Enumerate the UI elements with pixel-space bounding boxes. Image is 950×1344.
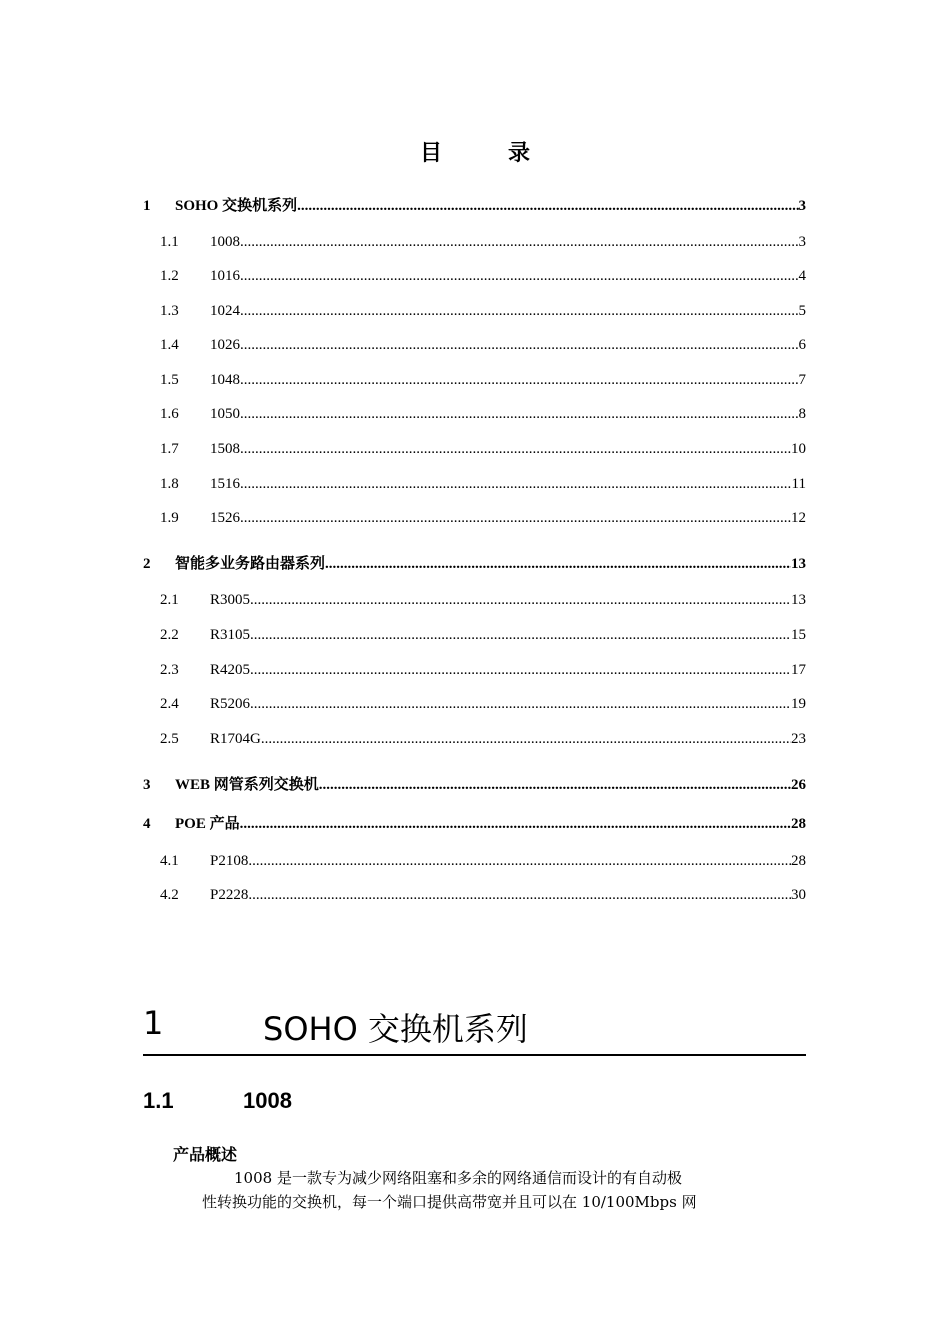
- toc-dot-leader: [297, 198, 798, 215]
- toc-entry[interactable]: [143, 406, 806, 430]
- toc-entry-page-number: 4: [798, 268, 806, 284]
- toc-entry-number: 2.3: [160, 662, 179, 678]
- toc-title: 目 录: [419, 140, 552, 166]
- toc-dot-leader: [325, 556, 791, 573]
- toc-entry-label: 1508: [210, 441, 240, 457]
- toc-entry-label: R3105: [210, 627, 251, 643]
- toc-entry[interactable]: [143, 853, 806, 877]
- toc-entry[interactable]: [143, 773, 806, 797]
- toc-entry[interactable]: [143, 510, 806, 534]
- toc-entry-label: 1008: [210, 234, 240, 250]
- toc-entry-number: 2.1: [160, 592, 179, 608]
- toc-entry-label: 1048: [210, 372, 240, 388]
- toc-entry-page-number: 19: [791, 696, 806, 712]
- toc-entry[interactable]: [143, 476, 806, 500]
- toc-entry-number: 1: [143, 198, 151, 214]
- toc-dot-leader: [250, 696, 791, 713]
- toc-entry-page-number: 10: [791, 441, 806, 457]
- toc-entry-number: 3: [143, 777, 151, 793]
- toc-entry-label: 1026: [210, 337, 240, 353]
- toc-entry-number: 4.2: [160, 887, 179, 903]
- toc-entry-page-number: 17: [791, 662, 806, 678]
- toc-entry-label: POE 产品: [175, 816, 240, 832]
- toc-entry-number: 4.1: [160, 853, 179, 869]
- toc-entry-label: R3005: [210, 592, 251, 608]
- toc-entry-page-number: 7: [798, 372, 806, 388]
- toc-entry-label: 1024: [210, 303, 240, 319]
- toc-entry-number: 1.8: [160, 476, 179, 492]
- toc-entry-label: SOHO 交换机系列: [175, 198, 298, 214]
- toc-entry-page-number: 5: [798, 303, 806, 319]
- toc-entry[interactable]: [143, 592, 806, 616]
- paragraph-line: 1008 是一款专为减少网络阻塞和多余的网络通信而设计的有自动极: [234, 1169, 682, 1187]
- toc-entry-label: 1516: [210, 476, 240, 492]
- toc-entry-page-number: 13: [791, 592, 806, 608]
- toc-dot-leader: [240, 441, 791, 458]
- toc-entry-number: 1.5: [160, 372, 179, 388]
- toc-entry[interactable]: [143, 696, 806, 720]
- toc-entry-number: 1.2: [160, 268, 179, 284]
- toc-entry-number: 2.4: [160, 696, 179, 712]
- toc-dot-leader: [240, 268, 799, 285]
- toc-entry-label: 1050: [210, 406, 240, 422]
- toc-entry[interactable]: [143, 887, 806, 911]
- toc-entry[interactable]: [143, 731, 806, 755]
- toc-entry-page-number: 23: [791, 731, 806, 747]
- toc-entry[interactable]: [143, 662, 806, 686]
- toc-entry-label: 智能多业务路由器系列: [175, 556, 326, 572]
- toc-dot-leader: [240, 337, 799, 354]
- toc-entry-label: R1704G: [210, 731, 261, 747]
- toc-dot-leader: [240, 234, 799, 251]
- toc-dot-leader: [240, 476, 792, 493]
- toc-entry-page-number: 28: [791, 816, 806, 832]
- toc-entry-page-number: 26: [791, 777, 806, 793]
- toc-entry-page-number: 30: [791, 887, 806, 903]
- toc-entry-label: R5206: [210, 696, 251, 712]
- toc-dot-leader: [240, 510, 791, 527]
- section-title: SOHO 交换机系列: [263, 1010, 528, 1048]
- toc-dot-leader: [248, 853, 791, 870]
- toc-entry-page-number: 12: [791, 510, 806, 526]
- toc-entry-number: 2: [143, 556, 151, 572]
- toc-dot-leader: [240, 372, 799, 389]
- toc-entry-label: 1016: [210, 268, 240, 284]
- section-heading-1: [143, 1000, 806, 1056]
- toc-entry[interactable]: [143, 627, 806, 651]
- toc-dot-leader: [250, 662, 791, 679]
- toc-entry[interactable]: [143, 812, 806, 836]
- toc-dot-leader: [240, 406, 799, 423]
- toc-entry-label: P2228: [210, 887, 249, 903]
- toc-entry-page-number: 8: [798, 406, 806, 422]
- toc-entry-number: 1.9: [160, 510, 179, 526]
- toc-dot-leader: [261, 731, 791, 748]
- overview-heading: 产品概述: [173, 1145, 238, 1164]
- toc-dot-leader: [240, 303, 799, 320]
- toc-entry-page-number: 28: [791, 853, 806, 869]
- toc-dot-leader: [250, 627, 791, 644]
- toc-entry-number: 1.6: [160, 406, 179, 422]
- toc-entry-label: WEB 网管系列交换机: [175, 777, 319, 793]
- toc-dot-leader: [248, 887, 791, 904]
- toc-entry[interactable]: [143, 194, 806, 218]
- toc-entry-page-number: 3: [798, 198, 806, 214]
- toc-entry-number: 4: [143, 816, 151, 832]
- toc-entry[interactable]: [143, 372, 806, 396]
- toc-entry-number: 2.2: [160, 627, 179, 643]
- toc-entry-number: 1.4: [160, 337, 179, 353]
- toc-entry-page-number: 3: [798, 234, 806, 250]
- overview-paragraph: [202, 1166, 742, 1214]
- toc-entry-page-number: 13: [791, 556, 806, 572]
- toc-entry-page-number: 15: [791, 627, 806, 643]
- toc-dot-leader: [319, 777, 791, 794]
- toc-entry-number: 1.3: [160, 303, 179, 319]
- toc-entry[interactable]: [143, 337, 806, 361]
- toc-entry[interactable]: [143, 234, 806, 258]
- toc-entry-label: P2108: [210, 853, 249, 869]
- toc-entry-number: 1.7: [160, 441, 179, 457]
- toc-dot-leader: [250, 592, 791, 609]
- toc-dot-leader: [240, 816, 791, 833]
- section-number: 1: [143, 1004, 164, 1042]
- paragraph-line: 性转换功能的交换机，每一个端口提供高带宽并且可以在 10/100Mbps 网: [202, 1193, 697, 1211]
- toc-entry-number: 1.1: [160, 234, 179, 250]
- subsection-number: 1.1: [143, 1088, 174, 1113]
- toc-entry-label: R4205: [210, 662, 251, 678]
- toc-entry[interactable]: [143, 303, 806, 327]
- toc-entry-page-number: 6: [798, 337, 806, 353]
- toc-entry-number: 2.5: [160, 731, 179, 747]
- toc-entry[interactable]: [143, 552, 806, 576]
- toc-entry[interactable]: [143, 268, 806, 292]
- toc-entry-page-number: 11: [791, 476, 806, 492]
- subsection-title: 1008: [243, 1088, 292, 1113]
- toc-entry[interactable]: [143, 441, 806, 465]
- toc-entry-label: 1526: [210, 510, 240, 526]
